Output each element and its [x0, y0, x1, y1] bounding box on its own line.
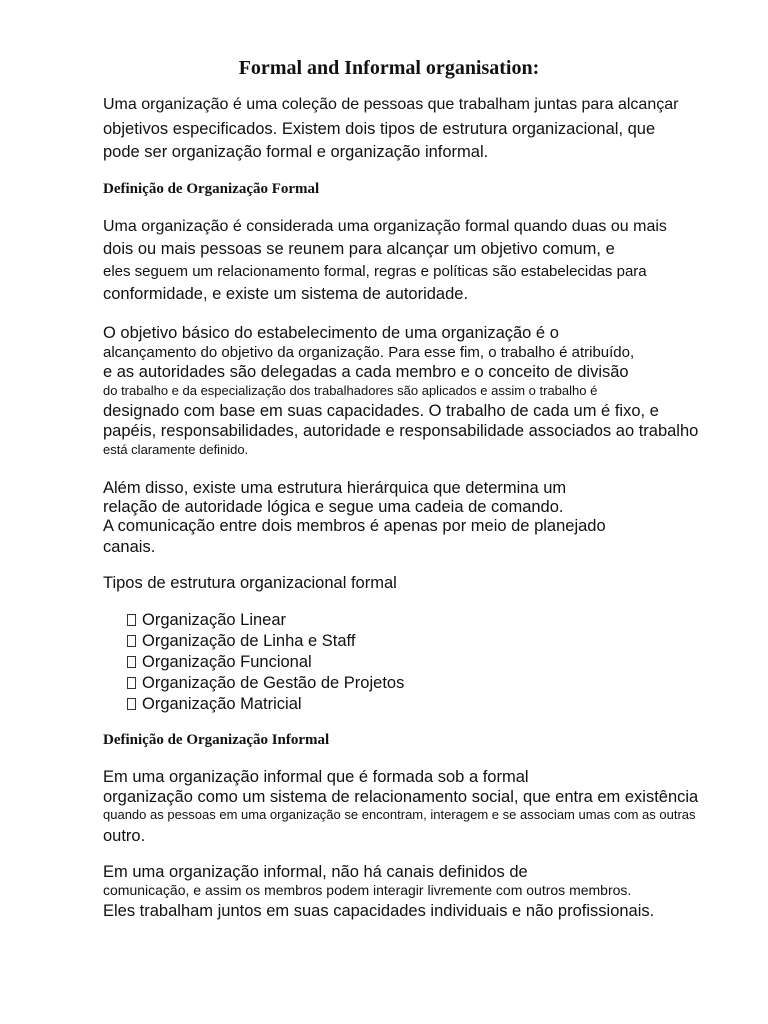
informal-p1-line: Em uma organização informal que é formada sob a formal — [103, 768, 529, 786]
formal-p2-line: O objetivo básico do estabelecimento de uma organização é o — [103, 324, 559, 342]
list-item-label: Organização de Linha e Staff — [142, 632, 356, 650]
formal-p2-line: e as autoridades são delegadas a cada membro e o conceito de divisão — [103, 363, 629, 381]
formal-p2-line: papéis, responsabilidades, autoridade e responsabilidade associados ao trabalho — [103, 422, 699, 440]
intro-line: Uma organização é uma coleção de pessoas que trabalham juntas para alcançar — [103, 96, 679, 113]
list-item-label: Organização Matricial — [142, 695, 302, 713]
page-title: Formal and Informal organisation: — [238, 57, 540, 79]
bullet-box-icon — [127, 677, 136, 689]
bullet-box-icon — [127, 656, 136, 668]
informal-p2-line: Em uma organização informal, não há canais definidos de — [103, 863, 528, 881]
informal-heading: Definição de Organização Informal — [103, 732, 330, 748]
informal-p2-line: comunicação, e assim os membros podem interagir livremente com outros membros. — [103, 882, 632, 898]
bullet-box-icon — [127, 698, 136, 710]
formal-p1-line: dois ou mais pessoas se reunem para alcançar um objetivo comum, e — [103, 240, 615, 258]
formal-p2-line: está claramente definido. — [103, 442, 249, 457]
list-item-label: Organização Linear — [142, 611, 287, 629]
formal-p3-line: A comunicação entre dois membros é apenas por meio de planejado — [103, 517, 606, 535]
list-item — [127, 675, 404, 692]
formal-p1-line: eles seguem um relacionamento formal, regras e políticas são estabelecidas para — [103, 263, 647, 280]
formal-p2-line: do trabalho e da especialização dos trabalhadores são aplicados e assim o trabalho é — [103, 383, 598, 398]
list-item-label: Organização Funcional — [142, 653, 312, 671]
informal-p1-line: quando as pessoas em uma organização se encontram, interagem e se associam umas com as outras — [103, 807, 696, 822]
list-item — [127, 633, 355, 650]
types-heading: Tipos de estrutura organizacional formal — [103, 574, 397, 592]
bullet-box-icon — [127, 614, 136, 626]
informal-p2-line: Eles trabalham juntos em suas capacidades individuais e não profissionais. — [103, 902, 655, 920]
bullet-box-icon — [127, 635, 136, 647]
formal-heading: Definição de Organização Formal — [103, 181, 320, 197]
formal-p1-line: Uma organização é considerada uma organização formal quando duas ou mais — [103, 218, 667, 235]
list-item — [127, 696, 302, 713]
formal-p3-line: relação de autoridade lógica e segue uma cadeia de comando. — [103, 498, 564, 516]
formal-p2-line: alcançamento do objetivo da organização. Para esse fim, o trabalho é atribuído, — [103, 344, 635, 361]
formal-p3-line: canais. — [103, 538, 156, 556]
intro-line: pode ser organização formal e organização informal. — [103, 143, 489, 161]
list-item — [127, 654, 312, 671]
list-item-label: Organização de Gestão de Projetos — [142, 674, 405, 692]
formal-p3-line: Além disso, existe uma estrutura hierárquica que determina um — [103, 479, 567, 497]
formal-p1-line: conformidade, e existe um sistema de autoridade. — [103, 285, 469, 303]
informal-p1-line: outro. — [103, 827, 146, 845]
informal-p1-line: organização como um sistema de relacionamento social, que entra em existência — [103, 788, 699, 806]
list-item — [127, 612, 286, 629]
intro-line: objetivos especificados. Existem dois tipos de estrutura organizacional, que — [103, 120, 656, 138]
formal-p2-line: designado com base em suas capacidades. O trabalho de cada um é fixo, e — [103, 402, 659, 420]
